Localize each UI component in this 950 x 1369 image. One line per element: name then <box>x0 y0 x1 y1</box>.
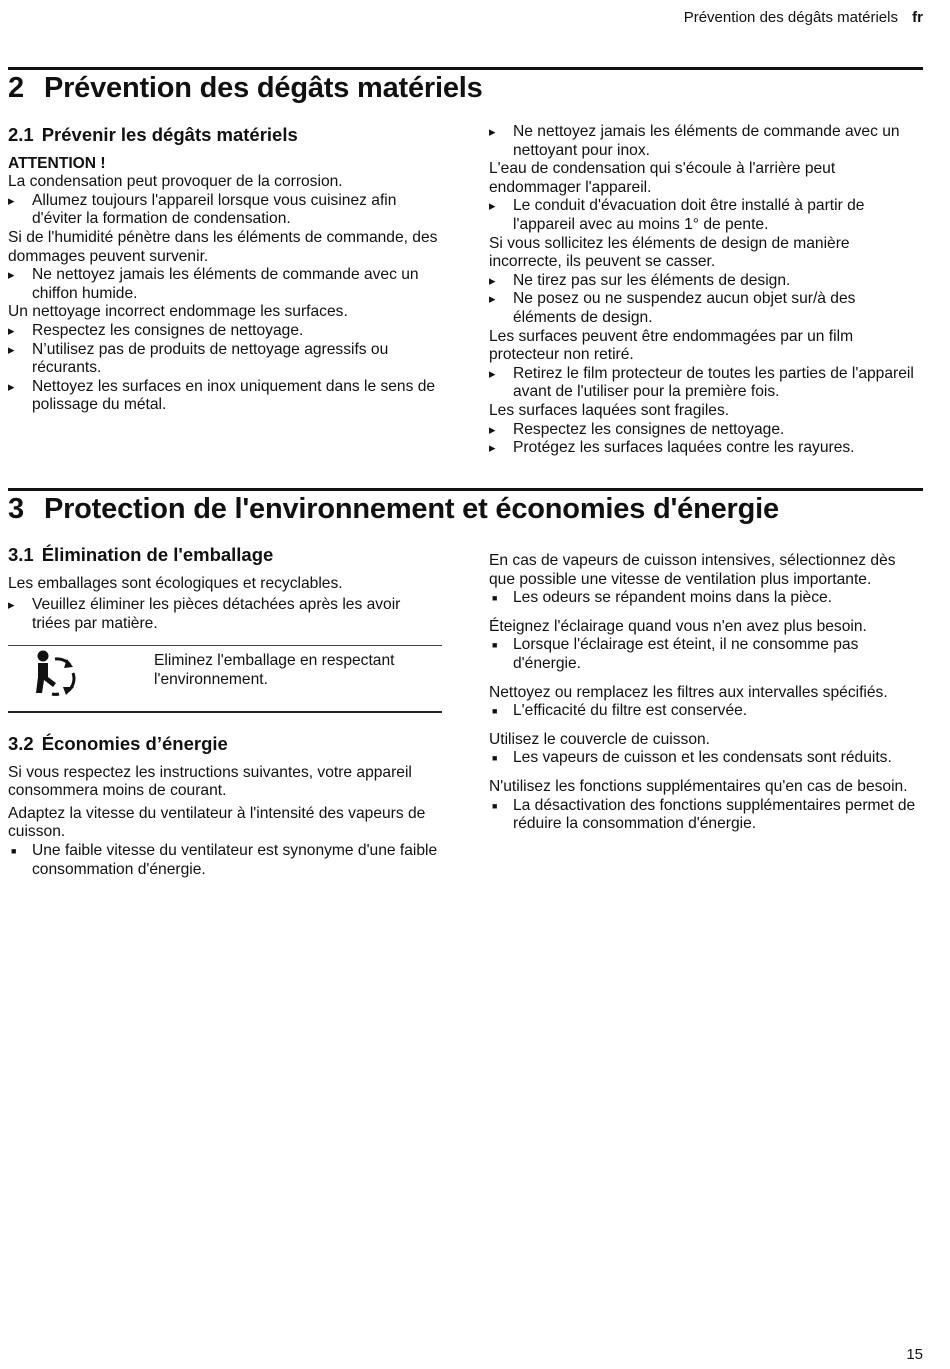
packaging-bullets <box>8 596 442 633</box>
subsection-3-1-title: Élimination de l'emballage <box>41 544 274 565</box>
energy-tip: N'utilisez les fonctions supplémentaires qu'en cas de besoin. <box>489 777 908 795</box>
energy-result-list <box>489 702 923 721</box>
recycling-triman-icon <box>8 649 154 705</box>
action-list <box>8 266 442 303</box>
header-section-title: Prévention des dégâts matériels <box>683 9 898 26</box>
header-language: fr <box>912 9 923 26</box>
action-bullet: ▸ Nettoyez les surfaces en inox uniquement dans le sens de polissage du métal. <box>8 378 442 415</box>
section-2-left-column <box>8 126 442 415</box>
action-list <box>8 322 442 415</box>
body-text: Un nettoyage incorrect endommage les surfaces. <box>8 303 348 321</box>
energy-result: ■ L'efficacité du filtre est conservée. <box>489 702 923 721</box>
energy-tips-right <box>489 552 923 834</box>
body-text: L'eau de condensation qui s'écoule à l'arrière peut endommager l'appareil. <box>489 160 836 196</box>
action-list <box>489 197 923 234</box>
section-3-left-column <box>8 546 442 879</box>
action-bullet: ▸ Allumez toujours l'appareil lorsque vous cuisinez afin d'éviter la formation de condensation. <box>8 192 442 229</box>
section-2-heading <box>8 72 483 105</box>
energy-result-list <box>489 589 923 608</box>
energy-tip: En cas de vapeurs de cuisson intensives, sélectionnez dès que possible une vitesse de ventilation plus importante. <box>489 552 896 588</box>
subsection-3-2-number: 3.2 <box>8 732 34 754</box>
action-list <box>8 192 442 229</box>
subsection-3-1-number: 3.1 <box>8 544 34 565</box>
action-list <box>489 365 923 402</box>
action-bullet: ▸ Respectez les consignes de nettoyage. <box>8 322 442 341</box>
energy-result-list <box>489 797 923 834</box>
body-text: Si vous sollicitez les éléments de design de manière incorrecte, ils peuvent se casser. <box>489 234 850 271</box>
energy-intro: Si vous respectez les instructions suivantes, votre appareil consommera moins de courant. <box>8 763 412 800</box>
section-3-right-column <box>489 552 923 834</box>
subsection-3-2-heading <box>8 732 442 754</box>
action-bullet: ▸ Ne tirez pas sur les éléments de design. <box>489 272 923 291</box>
energy-tip: Nettoyez ou remplacez les filtres aux intervalles spécifiés. <box>489 683 888 701</box>
subsection-2-1-left-content <box>8 173 442 415</box>
section-3-number: 3 <box>8 493 24 525</box>
action-bullet: ▸ Respectez les consignes de nettoyage. <box>489 421 923 440</box>
subsection-2-1-number: 2.1 <box>8 124 34 145</box>
section-2-title: Prévention des dégâts matériels <box>43 72 483 104</box>
section-2-right-column <box>489 123 923 458</box>
energy-tip: Adaptez la vitesse du ventilateur à l'intensité des vapeurs de cuisson. <box>8 804 426 841</box>
packaging-bullet: ▸ Veuillez éliminer les pièces détachées après les avoir triées par matière. <box>8 596 442 633</box>
subsection-2-1-title: Prévenir les dégâts matériels <box>41 124 298 145</box>
subsection-2-1-right-content <box>489 123 923 458</box>
energy-result-list <box>489 636 923 673</box>
action-bullet: ▸ Retirez le film protecteur de toutes les parties de l'appareil avant de l'utiliser pour la première fois. <box>489 365 923 402</box>
action-bullet: ▸ Ne posez ou ne suspendez aucun objet sur/à des éléments de design. <box>489 290 923 327</box>
energy-result: ■ Une faible vitesse du ventilateur est synonyme d'une faible consommation d'énergie. <box>8 842 442 879</box>
action-bullet: ▸ Protégez les surfaces laquées contre les rayures. <box>489 439 923 458</box>
page-number: 15 <box>906 1346 923 1363</box>
action-bullet: ▸ Le conduit d'évacuation doit être installé à partir de l'appareil avec au moins 1° de pente. <box>489 197 923 234</box>
packaging-intro: Les emballages sont écologiques et recyclables. <box>8 574 343 592</box>
action-bullet: ▸ N’utilisez pas de produits de nettoyage agressifs ou récurants. <box>8 341 442 378</box>
energy-result: ■ Les vapeurs de cuisson et les condensats sont réduits. <box>489 749 923 768</box>
subsection-2-1-heading <box>8 126 442 145</box>
action-list <box>489 123 923 160</box>
energy-result-list <box>489 749 923 768</box>
energy-result: ■ Les odeurs se répandent moins dans la pièce. <box>489 589 923 608</box>
section-3-heading <box>8 493 779 526</box>
action-list <box>489 421 923 458</box>
energy-tip: Éteignez l'éclairage quand vous n'en avez plus besoin. <box>489 617 867 635</box>
energy-result: ■ La désactivation des fonctions supplémentaires permet de réduire la consommation d'énergie. <box>489 797 923 834</box>
action-bullet: ▸ Ne nettoyez jamais les éléments de commande avec un chiffon humide. <box>8 266 442 303</box>
section-2-number: 2 <box>8 72 24 104</box>
section-3-title: Protection de l'environnement et économies d'énergie <box>43 493 779 525</box>
body-text: Si de l'humidité pénètre dans les éléments de commande, des dommages peuvent survenir. <box>8 228 438 265</box>
subsection-3-1-heading <box>8 546 442 565</box>
energy-result-list <box>8 842 442 879</box>
body-text: Les surfaces peuvent être endommagées par un film protecteur non retiré. <box>489 327 854 364</box>
body-text: Les surfaces laquées sont fragiles. <box>489 401 730 419</box>
body-text: La condensation peut provoquer de la corrosion. <box>8 173 343 191</box>
section-2-rule <box>8 67 923 70</box>
environment-notice-text: Eliminez l'emballage en respectant l'environnement. <box>154 652 395 689</box>
action-list <box>489 272 923 328</box>
energy-tip: Utilisez le couvercle de cuisson. <box>489 730 711 748</box>
subsection-3-2-title: Économies d’énergie <box>41 732 228 754</box>
energy-tips-left <box>8 805 442 879</box>
environment-notice <box>8 645 442 713</box>
energy-result: ■ Lorsque l'éclairage est éteint, il ne consomme pas d'énergie. <box>489 636 923 673</box>
running-header <box>684 9 923 26</box>
action-bullet: ▸ Ne nettoyez jamais les éléments de commande avec un nettoyant pour inox. <box>489 123 923 160</box>
attention-label: ATTENTION ! <box>8 154 106 172</box>
section-3-rule <box>8 488 923 491</box>
